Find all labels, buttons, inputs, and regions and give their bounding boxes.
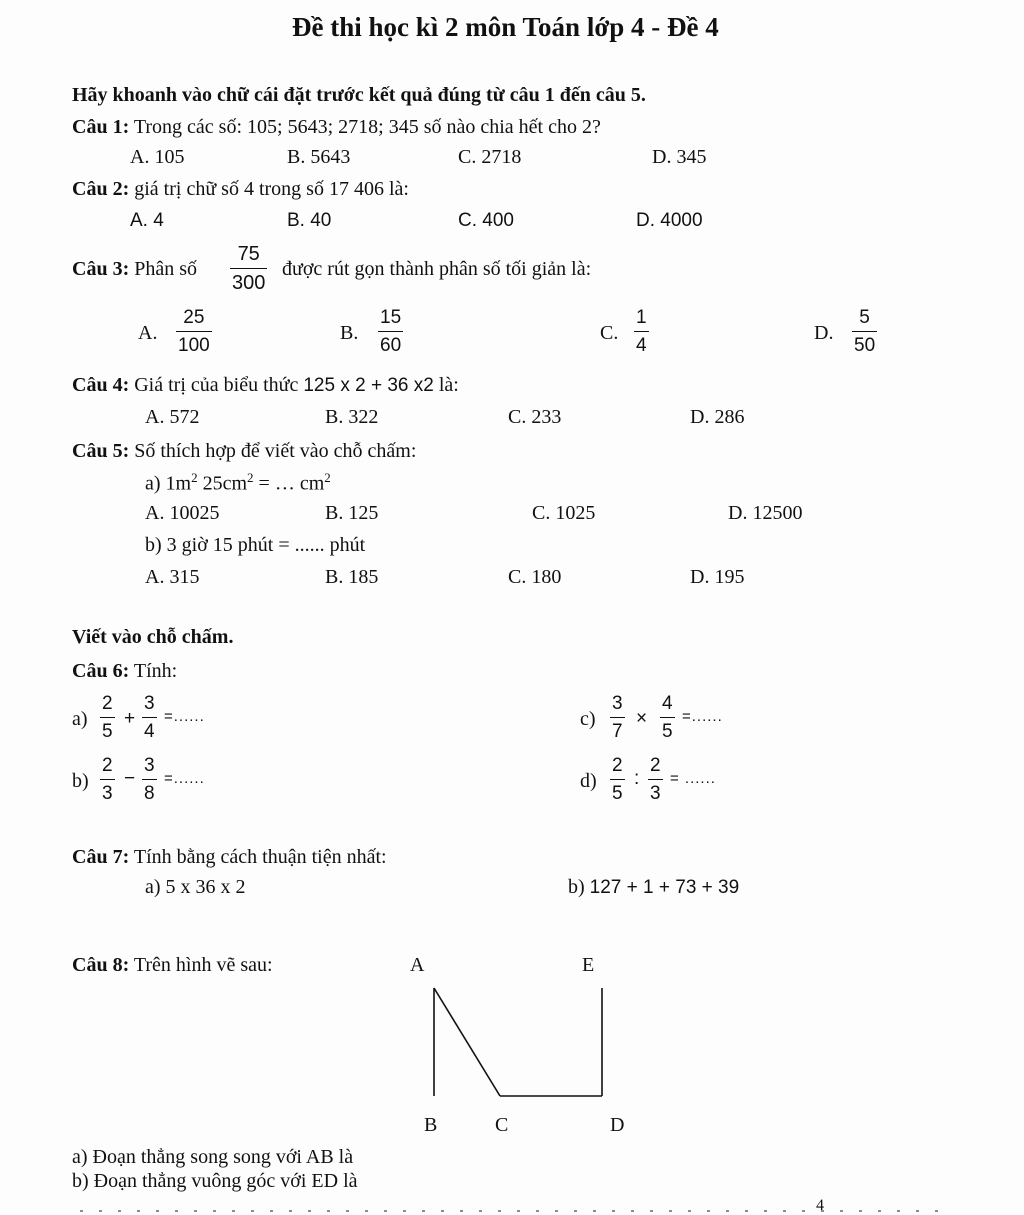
operator: :	[634, 768, 640, 789]
item-label: d)	[580, 770, 597, 792]
question-label: Câu 3:	[72, 258, 130, 280]
sub-question-a: a) $1m^2$ $25cm^2$ = … $cm^2$	[145, 470, 331, 495]
option[interactable]: C. 2718	[458, 146, 522, 168]
option-fraction[interactable]: $\frac{25}{100}$	[178, 307, 210, 356]
option[interactable]: B. 125	[325, 502, 379, 524]
option[interactable]: A. 10025	[145, 502, 220, 524]
instruction: Hãy khoanh vào chữ cái đặt trước kết quả đúng từ câu 1 đến câu 5.	[72, 84, 646, 106]
option-fraction[interactable]: $\frac{15}{60}$	[380, 307, 402, 356]
question-text: giá trị chữ số 4 trong số 17 406 là:	[134, 178, 409, 200]
option[interactable]: D. 345	[652, 146, 707, 168]
option[interactable]: D. 4000	[636, 210, 703, 231]
option[interactable]: D. 12500	[728, 502, 803, 524]
question-label: Câu 5:	[72, 440, 130, 462]
question-text: Phân số	[134, 258, 198, 280]
option[interactable]: A. 315	[145, 566, 200, 588]
answer-blank[interactable]: =......	[164, 708, 205, 725]
option[interactable]: A. 572	[145, 406, 200, 428]
section-heading: Viết vào chỗ chấm.	[72, 626, 234, 648]
option-letter[interactable]: B.	[340, 322, 359, 344]
point-label: D	[610, 1114, 625, 1136]
option[interactable]: C. 400	[458, 210, 514, 231]
question-label: Câu 1:	[72, 116, 130, 138]
question-text: là:	[438, 374, 459, 396]
option[interactable]: B. 40	[287, 210, 332, 231]
option-fraction[interactable]: $\frac{1}{4}$	[636, 307, 647, 356]
point-label: E	[582, 954, 595, 976]
operator: +	[124, 708, 136, 729]
expression: 125 x 2 + 36 x2	[303, 375, 434, 396]
operator: ×	[636, 708, 648, 729]
question-text: Số thích hợp để viết vào chỗ chấm:	[134, 440, 417, 462]
question-text: Trong các số: 105; 5643; 2718; 345 số nào chia hết cho 2?	[133, 116, 601, 138]
fraction: $\frac{4}{5}$	[662, 693, 673, 742]
question-label: Câu 6:	[72, 660, 130, 682]
question-text: Giá trị của biểu thức	[134, 374, 299, 396]
item-label: a)	[72, 708, 88, 730]
item-label: c)	[580, 708, 596, 730]
option[interactable]: B. 185	[325, 566, 379, 588]
option[interactable]: D. 286	[690, 406, 745, 428]
question-text: Tính bằng cách thuận tiện nhất:	[133, 846, 387, 868]
point-label: B	[424, 1114, 438, 1136]
question-label: Câu 4:	[72, 374, 130, 396]
page-number: 4	[816, 1197, 824, 1214]
fraction: $\frac{75}{300}$	[232, 243, 266, 294]
option[interactable]: D. 195	[690, 566, 745, 588]
option[interactable]: C. 180	[508, 566, 562, 588]
option-fraction[interactable]: $\frac{5}{50}$	[854, 307, 876, 356]
fraction: $\frac{3}{8}$	[144, 755, 155, 804]
fraction: $\frac{3}{4}$	[144, 693, 155, 742]
fraction: $\frac{2}{5}$	[102, 693, 113, 742]
page-title: Đề thi học kì 2 môn Toán lớp 4 - Đề 4	[292, 12, 719, 42]
sub-question-b: b) Đoạn thẳng vuông góc với ED là	[72, 1170, 358, 1192]
operator: −	[124, 768, 136, 789]
answer-blank[interactable]: =......	[682, 708, 723, 725]
question-label: Câu 7:	[72, 846, 130, 868]
option[interactable]: C. 1025	[532, 502, 596, 524]
point-label: A	[410, 954, 425, 976]
option[interactable]: A. 105	[130, 146, 185, 168]
question-text: Tính:	[133, 660, 178, 682]
answer-blank[interactable]: =......	[164, 770, 205, 787]
sub-question-a: a) Đoạn thẳng song song với AB là	[72, 1146, 354, 1168]
option[interactable]: B. 322	[325, 406, 379, 428]
fraction: $\frac{2}{5}$	[612, 755, 623, 804]
fraction: $\frac{3}{7}$	[612, 693, 623, 742]
option[interactable]: B. 5643	[287, 146, 351, 168]
option-letter[interactable]: D.	[814, 322, 834, 344]
sub-question-b: b) 127 + 1 + 73 + 39	[568, 876, 740, 898]
sub-question-a: a) 5 x 36 x 2	[145, 876, 246, 898]
question-label: Câu 2:	[72, 178, 130, 200]
point-label: C	[495, 1114, 509, 1136]
question-text: được rút gọn thành phân số tối giản là:	[282, 258, 592, 280]
option-letter[interactable]: A.	[138, 322, 158, 344]
answer-blank[interactable]: = ......	[670, 770, 716, 787]
question-text: Trên hình vẽ sau:	[133, 954, 273, 976]
fraction: $\frac{2}{3}$	[102, 755, 113, 804]
segment-ac	[434, 988, 500, 1096]
question-label: Câu 8:	[72, 954, 130, 976]
option[interactable]: C. 233	[508, 406, 562, 428]
option[interactable]: A. 4	[130, 210, 164, 231]
sub-question-b: b) 3 giờ 15 phút = ...... phút	[145, 534, 366, 556]
item-label: b)	[72, 770, 89, 792]
fraction: $\frac{2}{3}$	[650, 755, 661, 804]
option-letter[interactable]: C.	[600, 322, 619, 344]
